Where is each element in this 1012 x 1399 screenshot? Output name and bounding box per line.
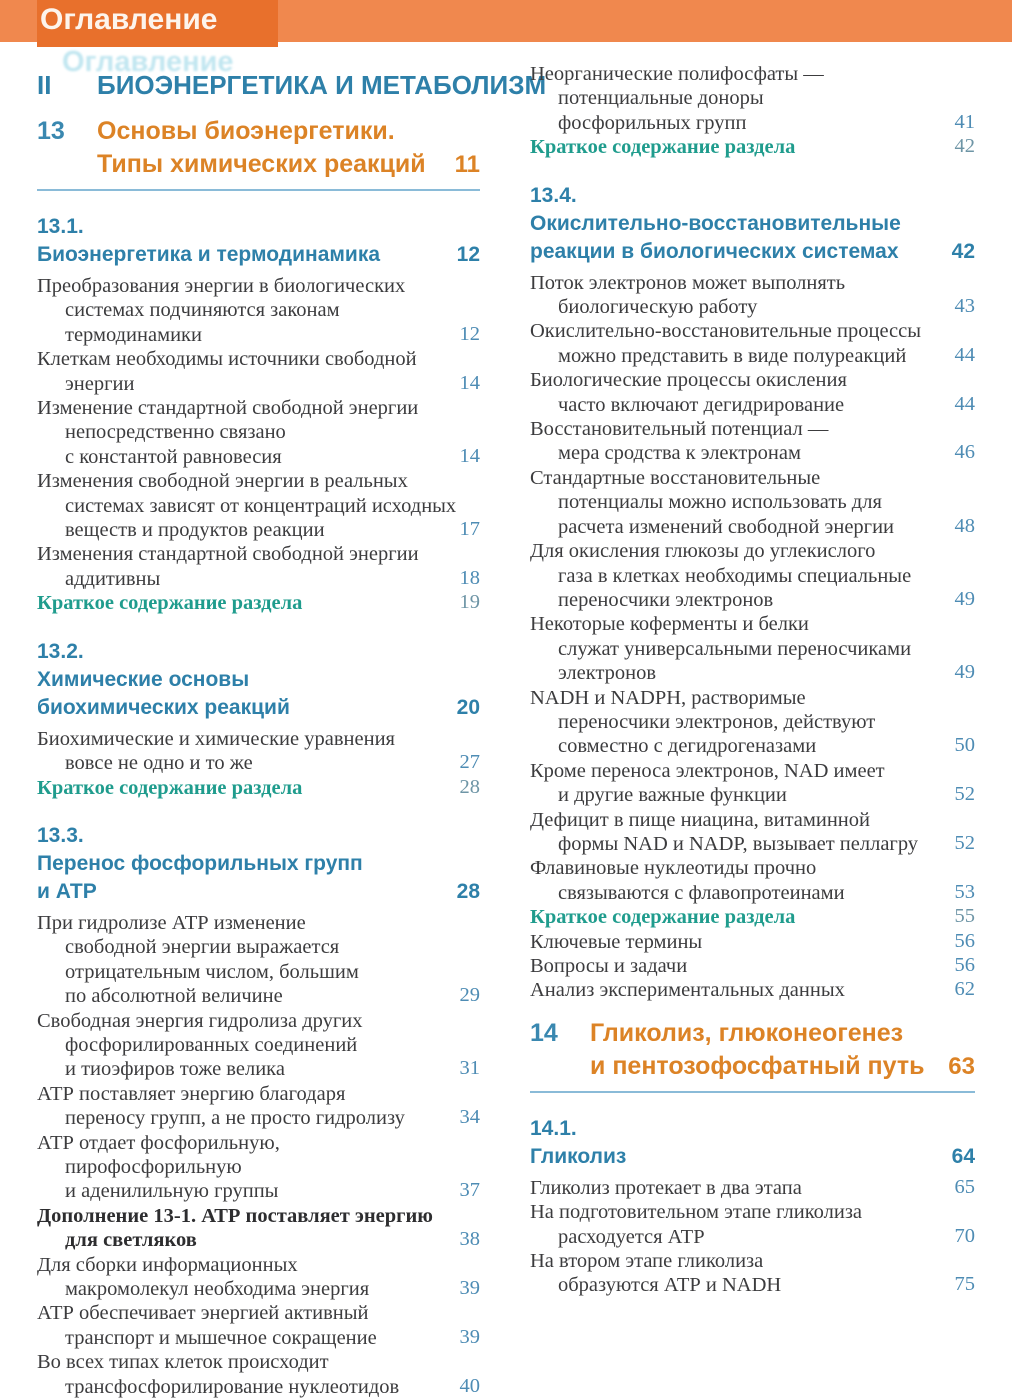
- entry-line: При гидролизе АТР изменение: [37, 911, 306, 934]
- page-number: 44: [954, 392, 975, 415]
- entry-line: вовсе не одно и то же: [65, 752, 253, 775]
- page-number: 42: [954, 135, 975, 158]
- page-number: 39: [459, 1277, 480, 1299]
- toc-entry: [37, 1009, 480, 1082]
- entry-line: Краткое содержание раздела: [530, 906, 796, 929]
- entry-line: Краткое содержание раздела: [530, 136, 796, 159]
- bleedthrough-ghost-text: Оглавление: [62, 46, 234, 78]
- entry-line: Во всех типах клеток происходит: [37, 1351, 329, 1374]
- toc-entry: [37, 1350, 480, 1399]
- section-title-line: Перенос фосфорильных групп: [37, 851, 363, 875]
- page-number: 43: [954, 295, 975, 318]
- chapter-heading: [37, 115, 480, 191]
- section-title: [530, 1143, 626, 1171]
- entry-line: непосредственно связано: [65, 421, 286, 444]
- entry-line: электронов: [558, 662, 657, 685]
- toc-entry: [530, 1176, 975, 1200]
- entry-line: Краткое содержание раздела: [37, 592, 303, 615]
- entry-line: Вопросы и задачи: [530, 955, 688, 977]
- section-number: 13.1.: [37, 215, 84, 238]
- part-number: II: [37, 70, 52, 100]
- toc-entry: [530, 808, 975, 857]
- page-number: 28: [459, 775, 480, 798]
- entry-line: потенциалы можно использовать для: [558, 491, 882, 514]
- entry-line: по абсолютной величине: [65, 985, 283, 1008]
- section-title-line: биохимических реакций: [37, 695, 290, 719]
- chapter-title: [590, 1017, 924, 1083]
- toc-entry: [530, 417, 975, 466]
- page-number: 49: [954, 587, 975, 610]
- entry-line: Восстановительный потенциал —: [530, 418, 829, 441]
- toc-entry: [37, 727, 480, 776]
- section-row: [37, 213, 380, 269]
- entry-line: Краткое содержание раздела: [37, 776, 303, 799]
- page-title: Оглавление: [40, 3, 218, 36]
- page-number: 18: [459, 566, 480, 589]
- entry-line: Клеткам необходимы источники свободной: [37, 348, 417, 371]
- toc-entry: [530, 612, 975, 685]
- toc-entry: [37, 469, 480, 542]
- page-number: 55: [954, 905, 975, 928]
- toc-entry: [37, 1204, 480, 1253]
- entry-line: газа в клетках необходимы специальные: [558, 564, 912, 587]
- entry-line: переносчики электронов, действуют: [558, 710, 876, 733]
- section-heading: [37, 638, 480, 722]
- toc-entry: [530, 686, 975, 759]
- toc-entry: [37, 776, 480, 800]
- entry-line: формы NAD и NADP, вызывает пеллагру: [558, 832, 919, 855]
- section-row: [37, 822, 363, 906]
- section-number: 14.1.: [530, 1116, 577, 1140]
- page-number: 31: [459, 1057, 480, 1080]
- section-row: [530, 1115, 626, 1171]
- entry-line: АТР поставляет энергию благодаря: [37, 1082, 346, 1105]
- page-number: 14: [459, 371, 480, 394]
- section-title-line: реакции в биологических системах: [530, 239, 899, 263]
- section-title-line: Химические основы: [37, 667, 250, 691]
- entry-line: Анализ экспериментальных данных: [530, 979, 845, 1002]
- page-number: 56: [954, 954, 975, 976]
- page-number: 42: [951, 239, 975, 263]
- chapter-number: 14: [530, 1018, 558, 1047]
- entry-line: отрицательным числом, большим: [65, 960, 359, 983]
- toc-entry: [37, 347, 480, 396]
- entry-line: На втором этапе гликолиза: [530, 1250, 764, 1273]
- entry-line: Для окисления глюкозы до углекислого: [530, 540, 876, 563]
- page-number: 14: [459, 444, 480, 467]
- toc-entry: [37, 1082, 480, 1131]
- page-number: 12: [459, 322, 480, 345]
- entry-line: и тиоэфиров тоже велика: [65, 1058, 285, 1081]
- section-number: 13.4.: [530, 183, 577, 207]
- entry-line: АТР отдает фосфорильную,: [37, 1131, 280, 1154]
- entry-line: энергии: [65, 372, 135, 395]
- toc-entry: [37, 1253, 480, 1302]
- entry-line: Дефицит в пище ниацина, витаминной: [530, 808, 870, 831]
- section-heading: [530, 1115, 975, 1171]
- entry-line: Изменения стандартной свободной энергии: [37, 543, 419, 566]
- page-number: 63: [948, 1052, 975, 1080]
- entry-line: Ключевые термины: [530, 930, 703, 953]
- entry-line: образуются АТР и NADH: [558, 1274, 782, 1297]
- entry-line: Преобразования энергии в биологических: [37, 275, 406, 297]
- entry-line: служат универсальными переносчиками: [558, 637, 912, 660]
- entry-line: можно представить в виде полуреакций: [558, 344, 907, 367]
- page-number: 28: [456, 879, 480, 903]
- toc-entry: [530, 271, 975, 320]
- page-number: 17: [459, 518, 480, 541]
- toc-entry: [530, 856, 975, 905]
- section-title: [37, 850, 363, 906]
- entry-line: связываются с флавопротеинами: [558, 881, 845, 904]
- section-title-line: Биоэнергетика и термодинамика: [37, 243, 381, 266]
- entry-line: Изменение стандартной свободной энергии: [37, 397, 419, 420]
- part-title: БИОЭНЕРГЕТИКА И МЕТАБОЛИЗМ: [97, 70, 547, 100]
- entry-line: Кроме переноса электронов, NAD имеет: [530, 759, 885, 782]
- page-number: 46: [954, 441, 975, 464]
- entry-line: Окислительно-восстановительные процессы: [530, 320, 922, 343]
- section-title-line: Окислительно-восстановительные: [530, 211, 901, 235]
- toc-entry: [37, 591, 480, 615]
- toc-entry: [530, 905, 975, 929]
- entry-line: Биологические процессы окисления: [530, 369, 847, 392]
- entry-line: биологическую работу: [558, 296, 758, 319]
- chapter-number: 13: [37, 117, 65, 145]
- entry-line: системах зависят от концентраций исходных: [65, 494, 457, 517]
- section-number: 13.2.: [37, 639, 84, 663]
- entry-line: трансфосфорилирование нуклеотидов: [65, 1375, 400, 1398]
- entry-line: Дополнение 13-1. АТР поставляет энергию: [37, 1204, 433, 1227]
- entry-line: совместно с дегидрогеназами: [558, 735, 817, 758]
- chapter-title-line: Гликолиз, глюконеогенез: [590, 1018, 904, 1047]
- entry-line: Некоторые коферменты и белки: [530, 613, 809, 636]
- entry-line: веществ и продуктов реакции: [65, 519, 325, 542]
- entry-line: NADH и NADPH, растворимые: [530, 686, 806, 709]
- page-number: 19: [459, 591, 480, 614]
- page-number: 34: [459, 1106, 480, 1129]
- page-number: 29: [459, 984, 480, 1007]
- page-number: 62: [954, 978, 975, 1001]
- page-number: 37: [459, 1179, 480, 1202]
- entry-line: Для сборки информационных: [37, 1253, 298, 1276]
- page-number: 40: [459, 1374, 480, 1397]
- section-heading: [37, 822, 480, 906]
- chapter-row: [530, 1017, 975, 1083]
- entry-line: системах подчиняются законам: [65, 299, 340, 322]
- toc-entry: [530, 930, 975, 954]
- page-number: 11: [454, 151, 480, 178]
- page-number: 75: [954, 1273, 975, 1296]
- entry-line: Неорганические полифосфаты —: [530, 63, 824, 85]
- entry-line: фосфорилированных соединений: [65, 1033, 358, 1056]
- page-number: 38: [459, 1228, 480, 1251]
- toc-entry: [530, 135, 975, 159]
- chapter-row: [37, 115, 480, 181]
- entry-line: переносчики электронов: [558, 588, 774, 611]
- toc-entry: [530, 539, 975, 612]
- page-number: 65: [954, 1175, 975, 1198]
- page-number: 41: [954, 110, 975, 133]
- chapter-heading: [530, 1017, 975, 1093]
- chapter-title: [97, 115, 426, 181]
- page-number: 52: [954, 783, 975, 806]
- toc-column-right: [530, 62, 975, 1298]
- section-title-line: Гликолиз: [530, 1144, 627, 1168]
- entry-line: и аденилильную группы: [65, 1180, 279, 1203]
- page-number: 27: [459, 751, 480, 774]
- page-number: 49: [954, 661, 975, 684]
- toc-entry: [530, 466, 975, 539]
- page-number: 53: [954, 880, 975, 903]
- entry-line: термодинамики: [65, 323, 202, 346]
- page-number: 70: [954, 1224, 975, 1247]
- part-heading: [37, 70, 547, 101]
- entry-line: фосфорильных групп: [558, 111, 747, 134]
- entry-line: Свободная энергия гидролиза других: [37, 1009, 363, 1032]
- toc-entry: [530, 1249, 975, 1298]
- toc-entry: [37, 1301, 480, 1350]
- section-row: [37, 638, 290, 722]
- entry-line: Флавиновые нуклеотиды прочно: [530, 857, 817, 880]
- section-title: [37, 666, 290, 722]
- page-number: 39: [459, 1325, 480, 1348]
- toc-entry: [530, 954, 975, 978]
- toc-column-left: [37, 62, 547, 1399]
- toc-entry: [530, 319, 975, 368]
- entry-line: расчета изменений свободной энергии: [558, 515, 895, 538]
- entry-line: Биохимические и химические уравнения: [37, 727, 395, 750]
- entry-line: и другие важные функции: [558, 784, 787, 807]
- entry-line: расходуется АТР: [558, 1225, 705, 1248]
- toc-entry: [530, 368, 975, 417]
- page-number: 20: [456, 695, 480, 719]
- toc-entry: [37, 542, 480, 591]
- toc-entry: [530, 759, 975, 808]
- chapter-title-line: Типы химических реакций: [97, 150, 426, 178]
- page-number: 44: [954, 343, 975, 366]
- entry-line: Гликолиз протекает в два этапа: [530, 1176, 802, 1199]
- entry-line: часто включают дегидрирование: [558, 393, 845, 416]
- entry-line: потенциальные доноры: [558, 87, 764, 110]
- section-title: [37, 241, 380, 269]
- section-title: [530, 210, 901, 266]
- toc-entry: [37, 911, 480, 1009]
- entry-line: аддитивны: [65, 567, 161, 590]
- entry-line: Поток электронов может выполнять: [530, 271, 846, 294]
- toc-entry: [530, 1200, 975, 1249]
- entry-line: АТР обеспечивает энергией активный: [37, 1302, 369, 1325]
- entry-line: для светляков: [65, 1229, 197, 1252]
- entry-line: пирофосфорильную: [65, 1155, 242, 1178]
- toc-entry: [530, 978, 975, 1002]
- page-number: 52: [954, 831, 975, 854]
- toc-entry: [37, 1131, 480, 1204]
- section-heading: [37, 213, 480, 269]
- section-heading: [530, 182, 975, 266]
- entry-line: На подготовительном этапе гликолиза: [530, 1201, 863, 1224]
- page-number: 64: [951, 1144, 975, 1168]
- entry-line: транспорт и мышечное сокращение: [65, 1326, 377, 1349]
- entry-line: свободной энергии выражается: [65, 936, 340, 959]
- chapter-title-line: Основы биоэнергетики.: [97, 117, 395, 145]
- entry-line: мера сродства к электронам: [558, 442, 801, 465]
- page-number: 56: [954, 929, 975, 952]
- entry-line: переносу групп, а не просто гидролизу: [65, 1107, 405, 1130]
- toc-entry: [37, 274, 480, 347]
- page-number: 50: [954, 734, 975, 757]
- section-number: 13.3.: [37, 823, 84, 847]
- section-title-line: и АТР: [37, 879, 97, 903]
- entry-line: с константой равновесия: [65, 445, 282, 468]
- page-number: 48: [954, 514, 975, 537]
- entry-line: макромолекул необходима энергия: [65, 1278, 370, 1300]
- section-row: [530, 182, 901, 266]
- chapter-title-line: и пентозофосфатный путь: [590, 1051, 925, 1080]
- entry-line: Стандартные восстановительные: [530, 466, 821, 489]
- toc-entry: [530, 62, 975, 135]
- toc-entry: [37, 396, 480, 469]
- page-number: 12: [456, 243, 480, 266]
- entry-line: Изменения свободной энергии в реальных: [37, 470, 408, 493]
